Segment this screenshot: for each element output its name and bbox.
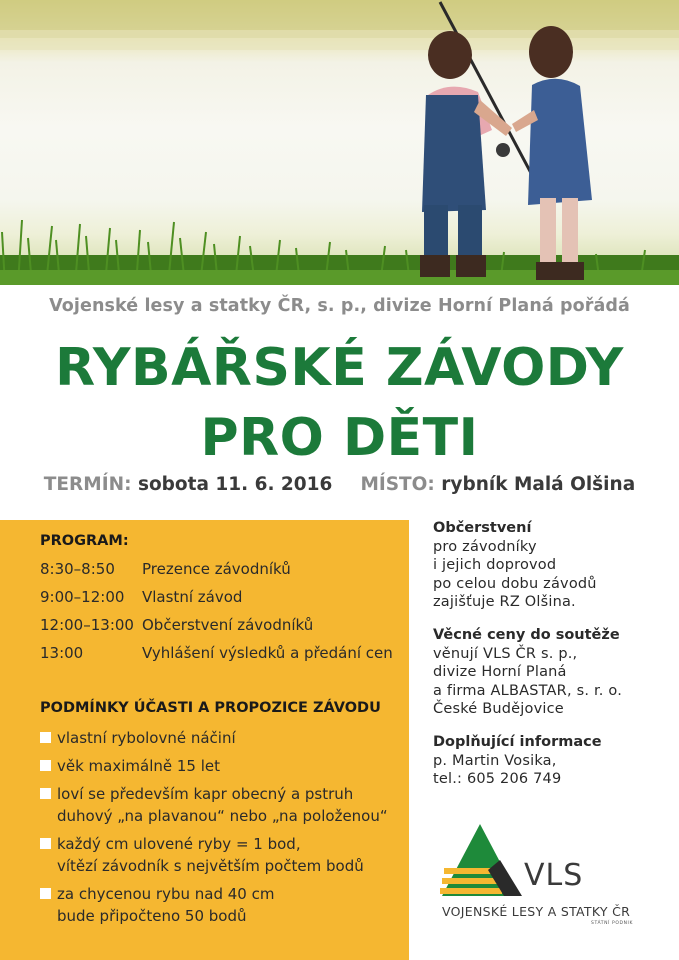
program-activity: Vlastní závod — [142, 588, 243, 606]
prizes-heading: Věcné ceny do soutěže — [433, 627, 620, 643]
program-row — [40, 560, 291, 578]
logo-subtitle: STÁTNÍ PODNIK — [591, 921, 634, 926]
refreshments-block: Občerstvení pro závodníky i jejich doprovod po celou dobu závodů zajišťuje RZ Olšina. — [433, 519, 673, 612]
children-fishing-illustration — [0, 0, 679, 285]
bullet-square-icon — [40, 732, 51, 743]
bullet-square-icon — [40, 788, 51, 799]
program-activity: Občerstvení závodníků — [142, 616, 314, 634]
organizer-line: Vojenské lesy a statky ČR, s. p., divize Horní Planá pořádá — [49, 296, 630, 316]
program-activity: Vyhlášení výsledků a předání cen — [142, 644, 393, 662]
logo-abbreviation: VLS — [524, 858, 584, 893]
program-time: 8:30–8:50 — [40, 560, 115, 578]
conditions-heading: PODMÍNKY ÚČASTI A PROPOZICE ZÁVODU — [40, 700, 381, 716]
date-value: sobota 11. 6. 2016 — [137, 474, 333, 495]
program-row — [40, 616, 313, 634]
date-label: TERMÍN: — [43, 474, 132, 495]
program-time: 9:00–12:00 — [40, 588, 125, 606]
refreshments-heading: Občerstvení — [433, 520, 532, 536]
date-and-place — [0, 474, 679, 495]
program-activity: Prezence závodníků — [142, 560, 291, 578]
prizes-block: Věcné ceny do soutěže věnují VLS ČR s. p., divize Horní Planá a firma ALBASTAR, s. r. o. České Budějovice — [433, 626, 673, 719]
place-value: rybník Malá Olšina — [441, 474, 636, 495]
contact-name: p. Martin Vosika, — [433, 752, 557, 769]
info-block — [433, 733, 673, 789]
event-title-line1: RYBÁŘSKÉ ZÁVODY — [55, 338, 624, 398]
program-heading: PROGRAM: — [40, 533, 129, 549]
program-row — [40, 644, 393, 662]
place-label: MÍSTO: — [360, 474, 435, 495]
logo-company-name: VOJENSKÉ LESY A STATKY ČR — [442, 904, 631, 919]
header-photo — [0, 0, 679, 285]
program-row — [40, 588, 242, 606]
program-time: 13:00 — [40, 644, 84, 662]
bullet-square-icon — [40, 838, 51, 849]
contact-phone: tel.: 605 206 749 — [433, 771, 562, 787]
program-time: 12:00–13:00 — [40, 616, 134, 634]
bullet-square-icon — [40, 888, 51, 899]
info-heading: Doplňující informace — [433, 734, 602, 750]
bullet-square-icon — [40, 760, 51, 771]
program-panel: PROGRAM: 8:30–8:50 Prezence závodníků 9:00–12:00 Vlastní závod 12:00–13:00 Občerstvení závodníků 13:00 Vyhlášení výsledků a předání cen PODMÍNKY ÚČASTI A PROPOZICE ZÁVODU vlastní rybolovné náčiní věk maximálně 15 let loví se především kapr obecný a pstruh duhový „na plavanou“ nebo „na položenou“ každý cm ulovené ryby = 1 bod, vítězí závodník s největším počtem bodů za chycenou rybu nad 40 cm bude připočteno 50 bodů — [0, 520, 409, 960]
vls-logo — [438, 820, 674, 930]
event-title-line2: PRO DĚTI — [200, 408, 479, 468]
